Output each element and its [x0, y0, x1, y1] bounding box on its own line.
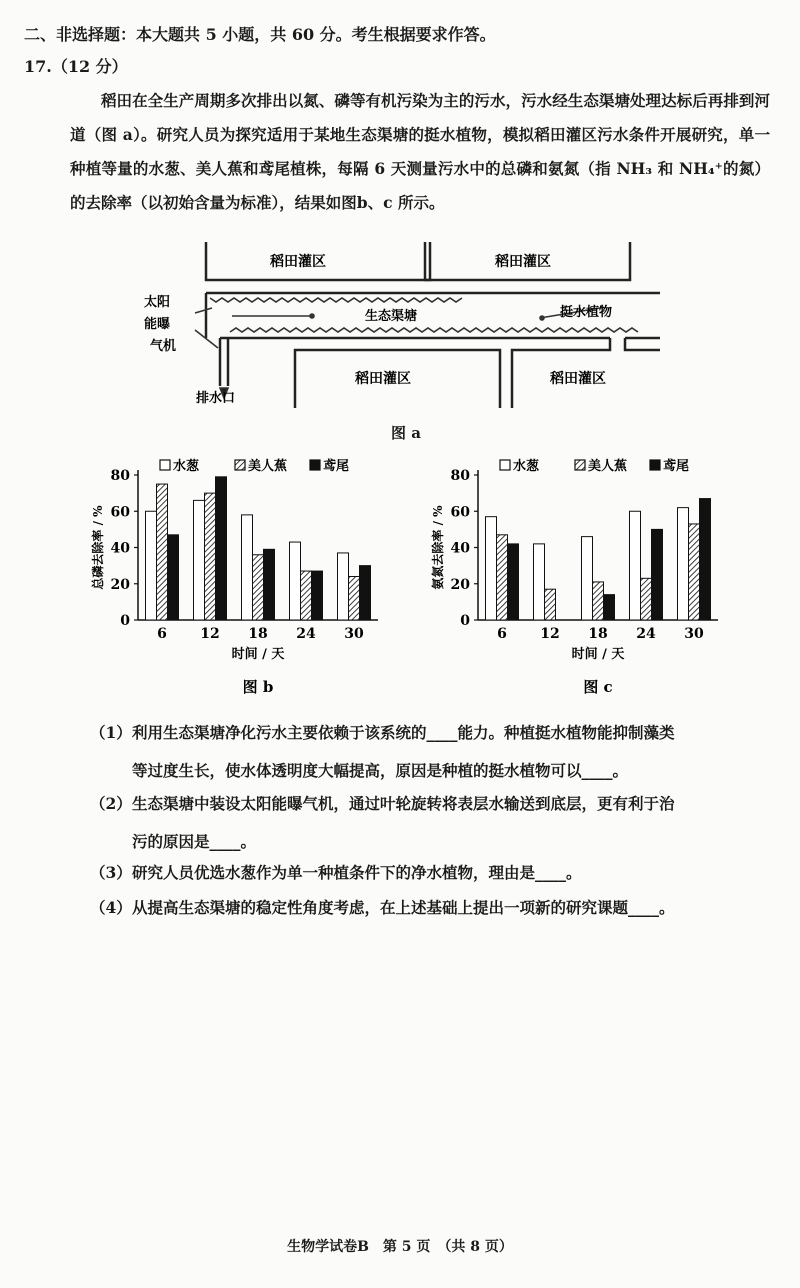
aerator-label: 太阳 [144, 295, 171, 310]
x-tick-label: 6 [497, 626, 507, 642]
bar [486, 517, 497, 620]
question-num: （2） [90, 794, 132, 813]
y-tick-label: 0 [120, 613, 130, 629]
y-tick-label: 40 [450, 540, 470, 557]
y-tick-label: 80 [450, 468, 470, 484]
question-text: 生态渠塘中装设太阳能曝气机，通过叶轮旋转将表层水输送到底层，更有利于治 [132, 794, 675, 813]
x-tick-label: 30 [344, 626, 364, 642]
legend-swatch [310, 460, 320, 470]
bar [242, 515, 253, 620]
intro-line: b、c 所示。 [356, 193, 445, 212]
intro-paragraph [70, 84, 770, 220]
bar [194, 500, 205, 620]
bar [641, 578, 652, 620]
question-text: 利用生态渠塘净化污水主要依赖于该系统的____能力。种植挺水植物能抑制藻类 [132, 723, 675, 742]
bar [700, 499, 711, 620]
intro-line: 水中的总磷和氨氮（指 NH₃ 和 NH₄⁺的氮）的去除率（以初始含量为标准），结果如图 [70, 159, 770, 212]
x-tick-label: 12 [200, 626, 220, 642]
bar [534, 544, 545, 620]
intro-line: 田灌区污水条件开展研究，单一种植等量的水葱、美人蕉和鸢尾植株，每隔 6 天测量污 [70, 125, 770, 178]
paddy-label: 稻田灌区 [495, 254, 551, 270]
bar [290, 542, 301, 620]
pond-label: 生态渠塘 [365, 309, 418, 324]
y-tick-label: 40 [110, 540, 130, 557]
bar [678, 508, 689, 620]
bar [582, 537, 593, 620]
x-tick-label: 24 [636, 626, 656, 642]
page-footer: 生物学试卷B 第 5 页 （共 8 页） [287, 1239, 513, 1255]
chart-caption: 图 c [583, 678, 613, 696]
bar [216, 477, 227, 620]
bar [146, 511, 157, 620]
outlet-label: 排水口 [196, 391, 236, 406]
x-tick-label: 6 [157, 626, 167, 642]
question-text: 从提高生态渠塘的稳定性角度考虑，在上述基础上提出一项新的研究课题____。 [132, 898, 675, 917]
question-text: 等过度生长，使水体透明度大幅提高，原因是种植的挺水植物可以____。 [132, 761, 629, 780]
question-text: 研究人员优选水葱作为单一种植条件下的净水植物，理由是____。 [132, 863, 582, 882]
legend-label: 鸢尾 [663, 459, 690, 474]
bar [652, 529, 663, 620]
bar [253, 555, 264, 620]
figure-a-diagram [140, 238, 660, 438]
x-tick-label: 12 [540, 626, 560, 642]
x-axis-label: 时间 / 天 [571, 647, 625, 662]
bar [593, 582, 604, 620]
legend-label: 水葱 [173, 459, 200, 474]
bar [205, 493, 216, 620]
legend-label: 美人蕉 [588, 459, 628, 474]
legend-swatch [575, 460, 585, 470]
bar [338, 553, 349, 620]
y-tick-label: 60 [450, 504, 470, 521]
legend-swatch [500, 460, 510, 470]
paddy-label: 稻田灌区 [270, 254, 326, 270]
bar [689, 524, 700, 620]
bar [604, 595, 615, 620]
x-tick-label: 18 [588, 626, 608, 642]
bar [157, 484, 168, 620]
bar [301, 571, 312, 620]
bar [630, 511, 641, 620]
y-tick-label: 60 [110, 504, 130, 521]
section-header: 二、非选择题：本大题共 5 小题，共 60 分。考生根据要求作答。 [24, 25, 496, 44]
bar [264, 549, 275, 620]
legend-swatch [160, 460, 170, 470]
figure-a-caption: 图 a [391, 424, 421, 442]
legend-label: 美人蕉 [248, 459, 288, 474]
plant-label: 挺水植物 [560, 305, 613, 320]
aerator-label: 气机 [150, 339, 177, 354]
bar [360, 566, 371, 620]
legend-label: 水葱 [513, 459, 540, 474]
x-tick-label: 18 [248, 626, 268, 642]
y-tick-label: 20 [110, 576, 130, 593]
question-num: （3） [90, 863, 132, 882]
y-tick-label: 80 [110, 468, 130, 484]
legend-swatch [650, 460, 660, 470]
y-axis-label: 总磷去除率 / % [91, 505, 105, 590]
x-tick-label: 30 [684, 626, 704, 642]
bar [508, 544, 519, 620]
paddy-label: 稻田灌区 [355, 371, 411, 387]
y-tick-label: 0 [460, 613, 470, 629]
bar [312, 571, 323, 620]
x-axis-label: 时间 / 天 [231, 647, 285, 662]
bar [545, 589, 556, 620]
question-text: 污的原因是____。 [132, 832, 257, 851]
question-number: 17.（12 分） [24, 57, 128, 76]
bar [497, 535, 508, 620]
x-tick-label: 24 [296, 626, 316, 642]
y-axis-label: 氨氮去除率 / % [431, 505, 445, 590]
intro-line: 达标后再排到河道（图 a）。研究人员为探究适用于某地生态渠塘的挺水植物，模拟稻 [70, 91, 770, 144]
legend-label: 鸢尾 [323, 459, 350, 474]
intro-line: 稻田在全生产周期多次排出以氮、磷等有机污染为主的污水，污水经生态渠塘处理 [101, 91, 662, 110]
question-num: （1） [90, 723, 132, 742]
chart-c [420, 450, 740, 700]
question-num: （4） [90, 898, 132, 917]
legend-swatch [235, 460, 245, 470]
aerator-label: 能曝 [144, 317, 171, 332]
bar [168, 535, 179, 620]
chart-b [80, 450, 400, 700]
chart-caption: 图 b [242, 678, 274, 696]
paddy-label: 稻田灌区 [550, 371, 606, 387]
y-tick-label: 20 [450, 576, 470, 593]
bar [349, 577, 360, 621]
